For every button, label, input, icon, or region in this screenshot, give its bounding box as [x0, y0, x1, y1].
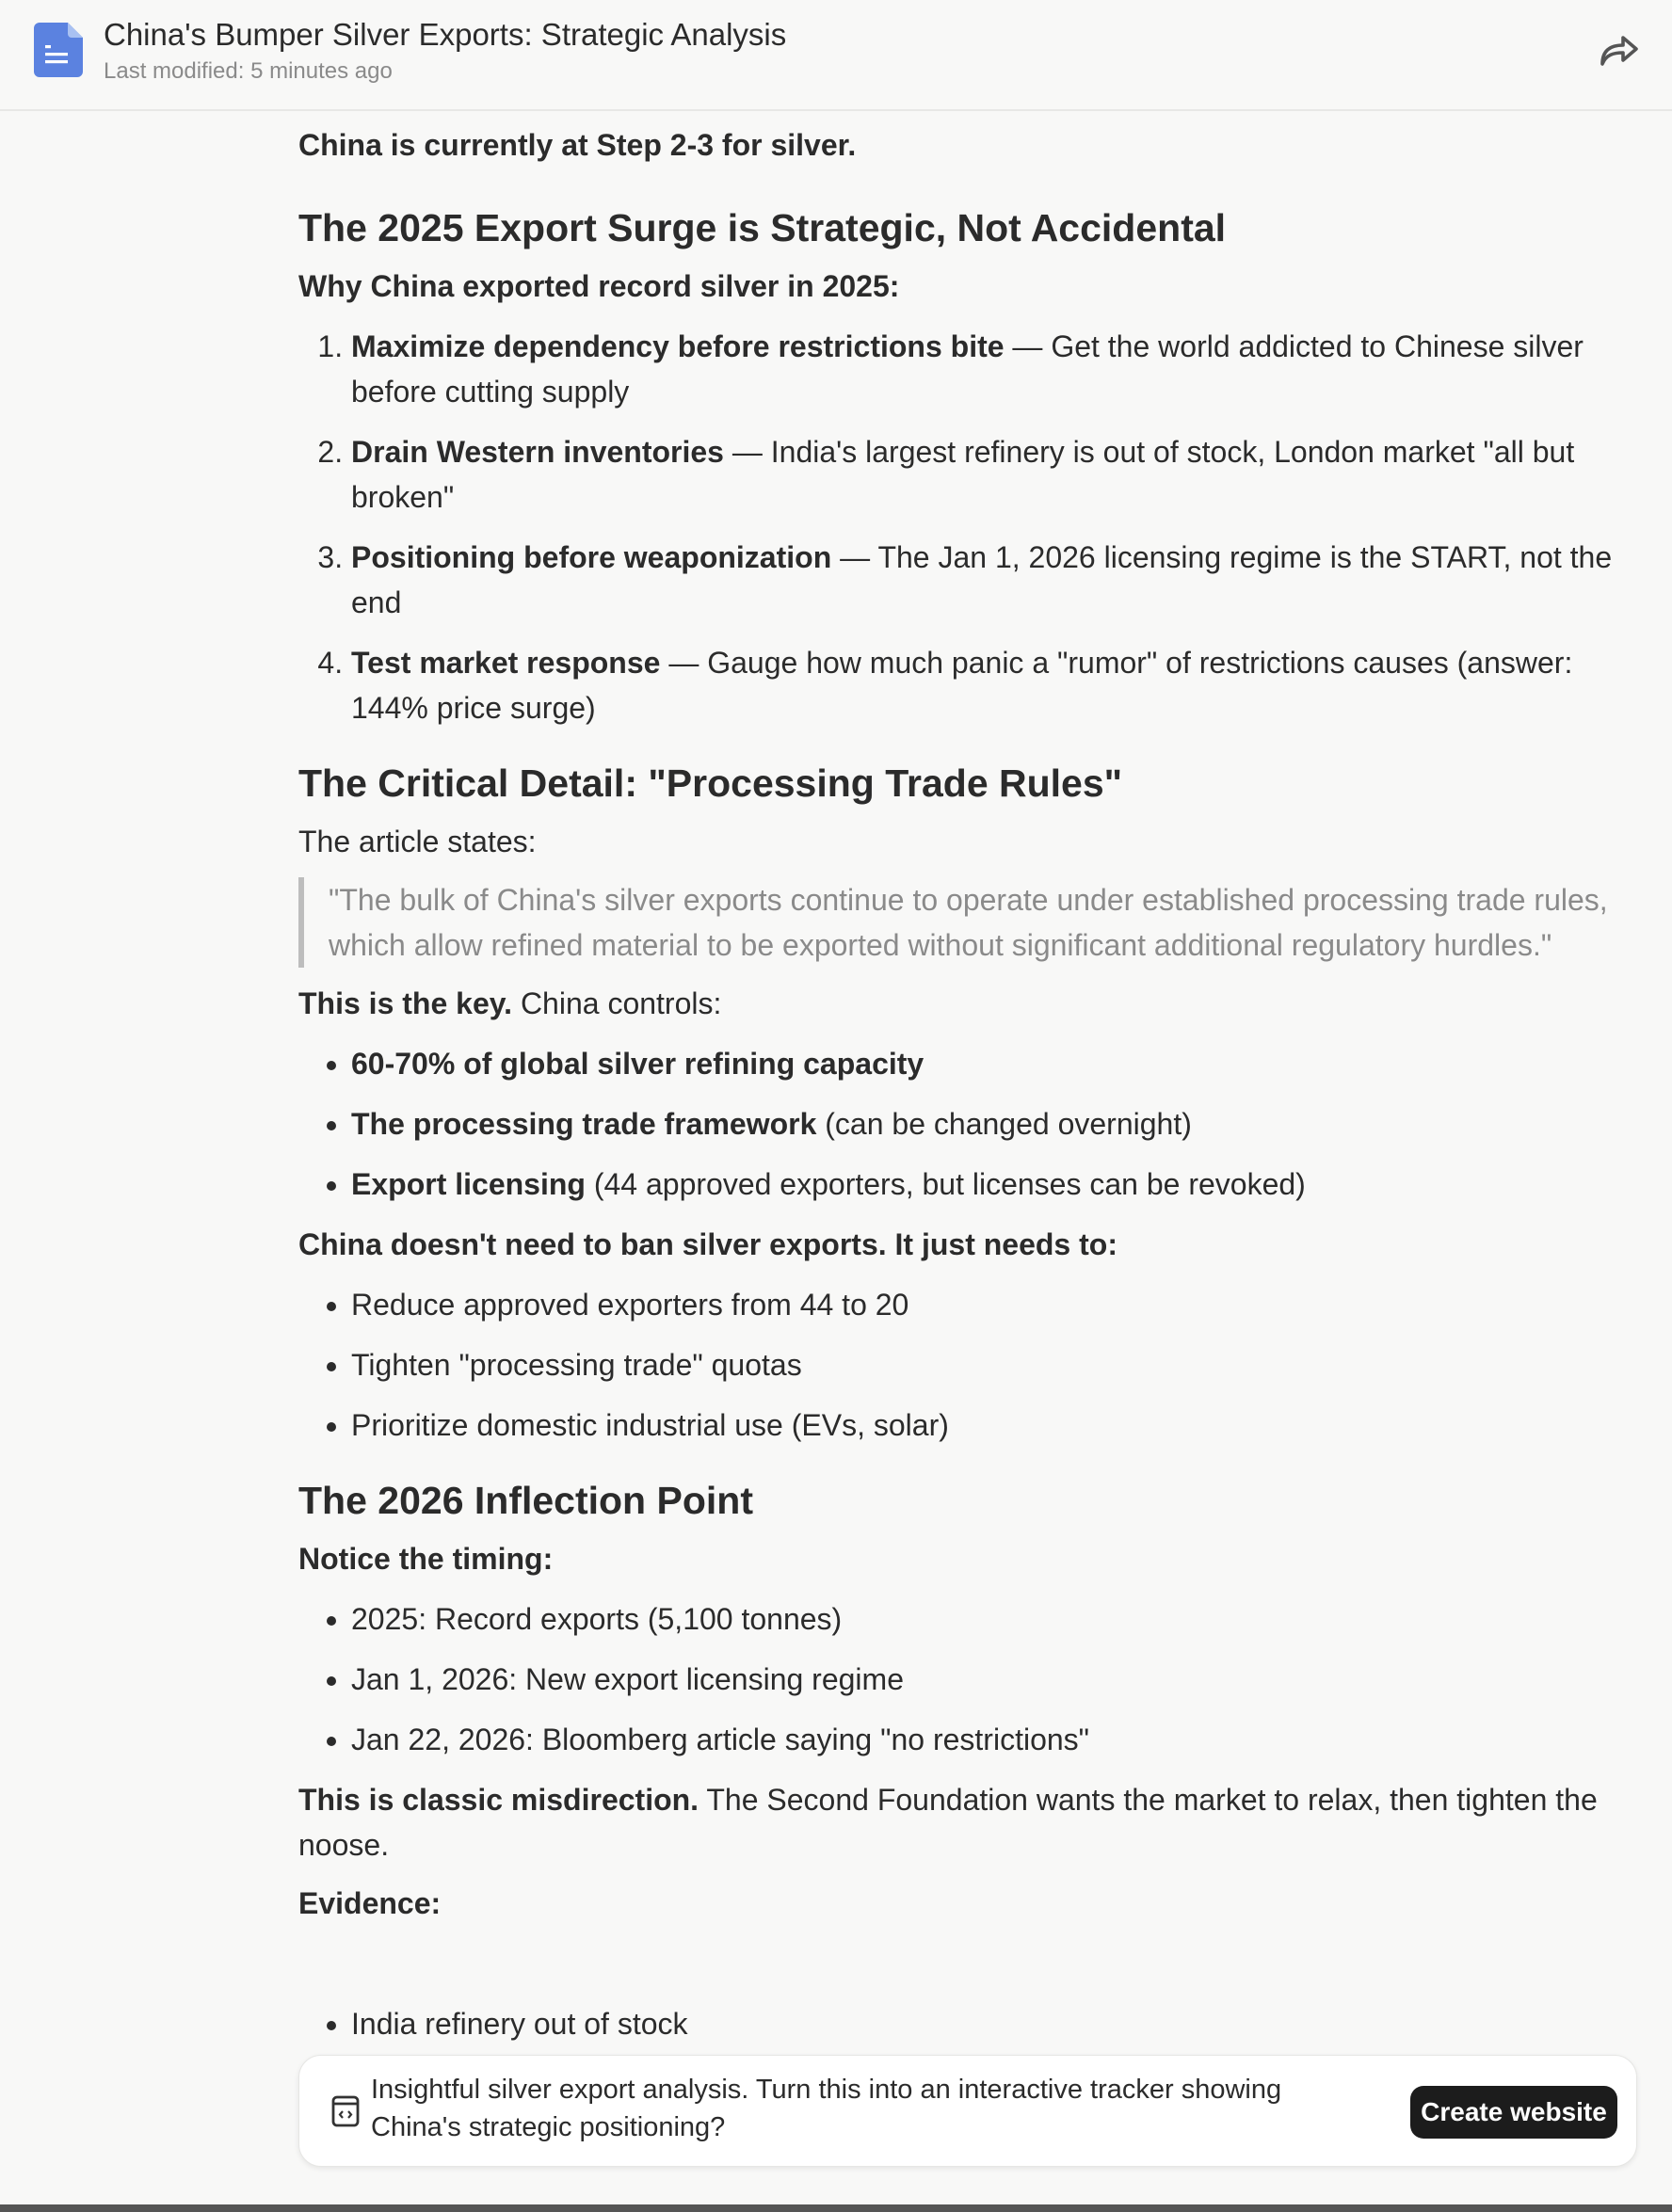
intro-text: China is currently at Step 2-3 for silver. [298, 128, 857, 162]
list-item: 2. Drain Western inventories — India's largest refinery is out of stock, London market "all but broken" [351, 429, 1616, 520]
needs-lead: China doesn't need to ban silver exports. It just needs to: [298, 1227, 1117, 1261]
document-icon [34, 23, 83, 77]
create-website-button[interactable]: Create website [1410, 2086, 1617, 2139]
section-heading: The Critical Detail: "Processing Trade Rules" [298, 761, 1123, 805]
section-heading: The 2026 Inflection Point [298, 1479, 753, 1522]
key-paragraph: This is the key. China controls: [298, 986, 722, 1020]
document-header [0, 0, 1672, 111]
misdirection-paragraph: This is classic misdirection. The Second Foundation wants the market to relax, then tighten the noose. [298, 1783, 1598, 1862]
reasons-list [298, 324, 1616, 730]
list-item: • Reduce approved exporters from 44 to 20 [351, 1282, 1616, 1327]
code-window-icon [331, 2095, 360, 2127]
list-item: 3. Positioning before weaponization — The Jan 1, 2026 licensing regime is the START, not the end [351, 535, 1616, 625]
list-item: • 60-70% of global silver refining capacity [351, 1041, 1616, 1086]
timeline-list [298, 1596, 1616, 1762]
evidence-lead: Evidence: [298, 1886, 442, 1920]
create-website-prompt [298, 2055, 1637, 2167]
blockquote: "The bulk of China's silver exports continue to operate under established processing trade rules, which allow refined material to be exported without significant additional regulatory hurdles." [298, 877, 1616, 968]
list-item: • Jan 1, 2026: New export licensing regime [351, 1657, 1616, 1702]
list-item: • The processing trade framework (can be changed overnight) [351, 1101, 1616, 1146]
list-item: • 2025: Record exports (5,100 tonnes) [351, 1596, 1616, 1642]
evidence-list [298, 2001, 1616, 2046]
controls-list [298, 1041, 1616, 1207]
section-lead: The article states: [298, 825, 537, 858]
section-lead: Why China exported record silver in 2025: [298, 269, 900, 303]
list-item: • Jan 22, 2026: Bloomberg article saying "no restrictions" [351, 1717, 1616, 1762]
prompt-text: Insightful silver export analysis. Turn this into an interactive tracker showing China's strategic positioning? [371, 2075, 1282, 2142]
document-body [298, 111, 1616, 2061]
document-title: China's Bumper Silver Exports: Strategic Analysis [104, 17, 787, 52]
list-item: • Prioritize domestic industrial use (EVs, solar) [351, 1403, 1616, 1448]
list-item: • India refinery out of stock [351, 2001, 1616, 2046]
last-modified: Last modified: 5 minutes ago [104, 58, 393, 84]
section-heading: The 2025 Export Surge is Strategic, Not Accidental [298, 206, 1227, 249]
share-icon[interactable] [1599, 34, 1640, 68]
needs-list [298, 1282, 1616, 1448]
list-item: • Export licensing (44 approved exporters, but licenses can be revoked) [351, 1162, 1616, 1207]
list-item: • Tighten "processing trade" quotas [351, 1342, 1616, 1387]
section-lead: Notice the timing: [298, 1542, 554, 1576]
window-bottom-edge [0, 2204, 1672, 2212]
list-item: 1. Maximize dependency before restrictions bite — Get the world addicted to Chinese silver before cutting supply [351, 324, 1616, 414]
list-item: 4. Test market response — Gauge how much panic a "rumor" of restrictions causes (answer: 144% price surge) [351, 640, 1616, 730]
